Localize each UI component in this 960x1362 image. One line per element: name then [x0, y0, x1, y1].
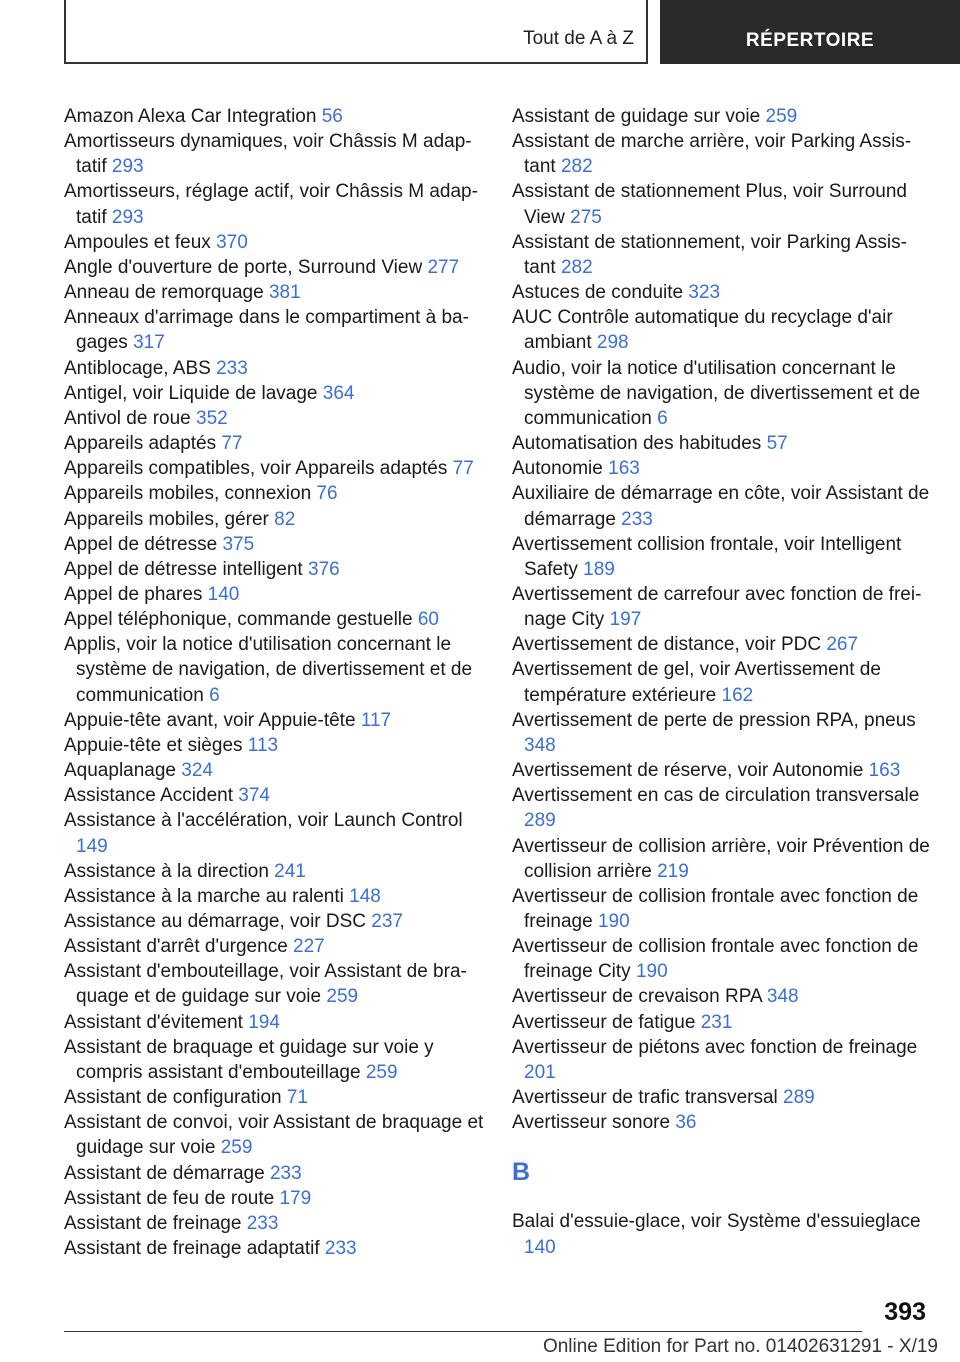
page-link[interactable]: 352: [196, 407, 228, 429]
page-link[interactable]: 140: [207, 583, 240, 605]
index-entry-text: Astuces de conduite: [512, 282, 684, 304]
index-entry: [64, 733, 484, 758]
index-entry: [64, 280, 484, 305]
page-link[interactable]: 36: [675, 1112, 697, 1134]
page-link[interactable]: 57: [766, 433, 788, 455]
tab-repertoire[interactable]: RÉPERTOIRE: [660, 0, 960, 64]
index-entry-text: Assistant de démarrage: [64, 1162, 265, 1184]
index-entry: [512, 280, 932, 305]
index-entry-text: Assistant d'arrêt d'urgence: [64, 936, 288, 958]
index-entry: [512, 783, 932, 833]
page-link[interactable]: 60: [417, 609, 439, 631]
index-entry-text: Antigel, voir Liquide de lavage: [64, 382, 318, 404]
index-entry-text: Avertisseur de collision frontale avec fonction de freinage: [512, 885, 919, 932]
index-entry-text: Appareils mobiles, gérer: [64, 508, 269, 530]
page-link[interactable]: 163: [608, 458, 640, 480]
index-entry-text: Avertissement de carrefour avec fonction de freinage City: [512, 583, 922, 631]
index-entry: [512, 532, 932, 582]
index-entry: [64, 406, 484, 431]
page-link[interactable]: 259: [365, 1061, 398, 1083]
index-entry: [512, 1110, 932, 1135]
index-entry-text: Assistance à l'accélération, voir Launch Control: [64, 810, 463, 832]
index-entry-text: Assistant d'embouteillage, voir Assistant de braquage et de guidage sur voie: [64, 961, 467, 1008]
page-link[interactable]: 277: [427, 256, 460, 278]
index-entry: [512, 481, 932, 531]
index-entry-text: Appel de détresse intelligent: [64, 558, 303, 580]
page-link[interactable]: 219: [657, 860, 689, 882]
index-entry-text: Appareils adaptés: [64, 433, 217, 455]
page-link[interactable]: 237: [371, 911, 403, 932]
index-entry-text: Assistance Accident: [64, 785, 233, 807]
index-entry-text: Avertissement de réserve, voir Autonomie: [512, 760, 864, 782]
index-column-left: [64, 104, 484, 1261]
index-entry: [64, 1085, 484, 1110]
index-entry: [64, 356, 484, 381]
index-entry-text: Avertissement en cas de circulation transversale: [512, 785, 920, 807]
tab-tout-de-a-a-z[interactable]: Tout de A à Z: [523, 28, 634, 49]
index-entry: [64, 1035, 484, 1085]
page-link[interactable]: 317: [133, 332, 165, 354]
index-entry-text: Balai d'essuie-glace, voir Système d'essuieglace: [512, 1211, 921, 1233]
index-entry: [64, 1236, 484, 1261]
index-entry-text: Appel de détresse: [64, 533, 218, 555]
index-entry-text: Avertisseur de trafic transversal: [512, 1087, 778, 1109]
index-entry: [512, 1035, 932, 1085]
page-link[interactable]: 71: [286, 1087, 308, 1109]
page-link[interactable]: 233: [246, 1212, 279, 1234]
index-entry: [64, 481, 484, 506]
page-link[interactable]: 267: [826, 634, 859, 656]
index-entry-text: Appareils mobiles, connexion: [64, 483, 312, 505]
index-entry-text: Auxiliaire de démarrage en côte, voir Assistant de démarrage: [512, 483, 930, 530]
page-link[interactable]: 189: [583, 558, 615, 580]
index-entry-text: Anneaux d'arrimage dans le compartiment à bagages: [64, 307, 469, 354]
index-entry: [512, 884, 932, 934]
index-entry: [512, 934, 932, 984]
page-link[interactable]: 148: [349, 885, 381, 907]
index-entry-text: Aquaplanage: [64, 760, 176, 782]
index-entry-text: Assistant d'évitement: [64, 1011, 243, 1033]
page-link[interactable]: 348: [524, 734, 556, 756]
page-link[interactable]: 259: [765, 106, 798, 127]
index-entry-text: Assistant de freinage: [64, 1212, 242, 1234]
page-link[interactable]: 364: [322, 382, 355, 404]
index-entry: [64, 532, 484, 557]
page-link[interactable]: 374: [238, 785, 270, 807]
page-link[interactable]: 233: [324, 1238, 357, 1260]
page-link[interactable]: 293: [111, 156, 144, 178]
page-link[interactable]: 140: [524, 1236, 556, 1258]
index-entry-text: Audio, voir la notice d'utilisation concernant le système de navigation, de divertissement et de communication: [512, 357, 921, 429]
header-left-box: [64, 0, 648, 64]
index-entry: [64, 381, 484, 406]
page-link[interactable]: 82: [274, 508, 296, 530]
index-entry: [512, 708, 932, 758]
page-link[interactable]: 77: [221, 433, 243, 455]
page-link[interactable]: 348: [766, 986, 799, 1008]
index-entry-text: Avertissement collision frontale, voir Intelligent Safety: [512, 533, 902, 580]
index-entry: [64, 1161, 484, 1186]
index-entry: [64, 1110, 484, 1160]
index-entry: [64, 1211, 484, 1236]
page-link[interactable]: 282: [560, 156, 593, 178]
page-link[interactable]: 233: [216, 357, 248, 379]
page-link[interactable]: 298: [596, 332, 629, 354]
index-entry-text: Appel téléphonique, commande gestuelle: [64, 609, 413, 631]
index-entry-text: Autonomie: [512, 458, 603, 480]
index-entry-text: Assistant de configuration: [64, 1087, 282, 1109]
index-entry-text: Avertisseur de crevaison RPA: [512, 986, 762, 1008]
index-entry: [64, 104, 484, 129]
index-entry: [64, 431, 484, 456]
page-link[interactable]: 197: [609, 609, 642, 631]
index-entry: [512, 230, 932, 280]
index-entry-text: Ampoules et feux: [64, 231, 211, 253]
index-entry: [64, 934, 484, 959]
index-entry: [512, 657, 932, 707]
index-entry: [64, 959, 484, 1009]
index-entry-text: Avertisseur de collision frontale avec fonction de freinage City: [512, 936, 919, 983]
index-entry-text: AUC Contrôle automatique du recyclage d'air ambiant: [512, 307, 893, 354]
index-entry-text: Assistant de marche arrière, voir Parking Assistant: [512, 131, 912, 178]
page-link[interactable]: 149: [76, 835, 108, 857]
index-column-right: [512, 104, 932, 1260]
index-entry: [512, 834, 932, 884]
index-entry: [64, 909, 484, 934]
index-entry-text: Avertisseur de collision arrière, voir Prévention de collision arrière: [512, 835, 930, 882]
index-entry-text: Amazon Alexa Car Integration: [64, 106, 317, 127]
index-entry-text: Assistant de convoi, voir Assistant de braquage et guidage sur voie: [64, 1112, 484, 1159]
index-entry: [64, 884, 484, 909]
page-link[interactable]: 231: [700, 1011, 733, 1033]
index-entry: [512, 456, 932, 481]
page-link[interactable]: 201: [524, 1061, 556, 1083]
page-link[interactable]: 324: [181, 760, 213, 782]
index-entry: [512, 356, 932, 431]
index-entry: [64, 507, 484, 532]
page-link[interactable]: 113: [247, 734, 279, 756]
footer-divider: [64, 1331, 862, 1332]
index-entry: [64, 632, 484, 707]
index-entry: [64, 1010, 484, 1035]
page-link[interactable]: 275: [570, 206, 602, 228]
index-entry-text: Assistant de freinage adaptatif: [64, 1238, 320, 1260]
page-link[interactable]: 190: [635, 961, 668, 983]
page-link[interactable]: 375: [222, 533, 255, 555]
index-entry-text: Angle d'ouverture de porte, Surround View: [64, 256, 423, 278]
index-entry: [64, 607, 484, 632]
index-entry: [512, 1010, 932, 1035]
page-link[interactable]: 117: [360, 709, 392, 731]
index-entry: [64, 808, 484, 858]
index-entry: [512, 1209, 932, 1259]
index-entry-text: Appel de phares: [64, 583, 203, 605]
index-entry: [512, 104, 932, 129]
index-entry: [512, 1085, 932, 1110]
index-entry-text: Avertisseur de fatigue: [512, 1011, 696, 1033]
page-link[interactable]: 77: [452, 458, 474, 480]
index-entry-text: Assistance à la direction: [64, 860, 269, 882]
index-entry-text: Assistant de stationnement Plus, voir Surround View: [512, 181, 907, 228]
page-link[interactable]: 76: [316, 483, 338, 505]
page-link[interactable]: 293: [111, 206, 144, 228]
page-link[interactable]: 376: [308, 558, 340, 580]
index-entry: [64, 582, 484, 607]
index-entry: [512, 758, 932, 783]
index-entry-text: Assistance à la marche au ralenti: [64, 885, 344, 907]
section-letter: B: [512, 1158, 531, 1187]
index-entry: [64, 255, 484, 280]
index-entry-text: Appuie-tête et sièges: [64, 734, 243, 756]
index-entry-text: Avertisseur sonore: [512, 1112, 671, 1134]
index-entry-text: Avertissement de distance, voir PDC: [512, 634, 822, 656]
index-entry: [64, 179, 484, 229]
page-link[interactable]: 259: [220, 1137, 253, 1159]
index-entry-text: Appareils compatibles, voir Appareils adaptés: [64, 458, 448, 480]
index-entry-text: Avertissement de gel, voir Avertissement de température extérieure: [512, 659, 881, 706]
index-entry-text: Assistant de feu de route: [64, 1187, 275, 1209]
page-link[interactable]: 289: [783, 1087, 815, 1109]
index-entry-text: Appuie-tête avant, voir Appuie-tête: [64, 709, 356, 731]
index-entry-text: Assistance au démarrage, voir DSC: [64, 911, 367, 932]
index-entry: [512, 632, 932, 657]
page-link[interactable]: 289: [524, 810, 556, 832]
index-entry-text: Assistant de stationnement, voir Parking Assistant: [512, 231, 907, 278]
page-link[interactable]: 282: [560, 256, 593, 278]
page-number: 393: [884, 1298, 926, 1326]
index-entry-text: Automatisation des habitudes: [512, 433, 762, 455]
page-link[interactable]: 179: [279, 1187, 312, 1209]
index-entry: [64, 1186, 484, 1211]
index-entry: [64, 230, 484, 255]
index-entry: [512, 305, 932, 355]
page-link[interactable]: 370: [216, 231, 248, 253]
footer-edition-text: Online Edition for Part no. 01402631291 - X/19: [542, 1336, 938, 1357]
index-entry: [64, 305, 484, 355]
index-entry-text: Amortisseurs, réglage actif, voir Châssis M adaptatif: [64, 181, 478, 228]
page-link[interactable]: 6: [657, 407, 668, 429]
page-link[interactable]: 162: [721, 684, 754, 706]
index-entry-text: Avertisseur de piétons avec fonction de freinage: [512, 1036, 918, 1058]
index-entry-text: Assistant de guidage sur voie: [512, 106, 761, 127]
index-entry: [64, 456, 484, 481]
index-entry: [512, 431, 932, 456]
index-entry: [64, 708, 484, 733]
page-link[interactable]: 194: [248, 1011, 280, 1033]
index-entry: [64, 758, 484, 783]
page-link[interactable]: 323: [688, 282, 721, 304]
index-entry-text: Antivol de roue: [64, 407, 191, 429]
index-entry: [64, 783, 484, 808]
page-link[interactable]: 190: [597, 911, 630, 932]
page-link[interactable]: 381: [268, 282, 301, 304]
page-link[interactable]: 241: [274, 860, 306, 882]
page-link[interactable]: 233: [269, 1162, 302, 1184]
index-entry: [512, 582, 932, 632]
index-entry: [64, 557, 484, 582]
index-entry: [64, 129, 484, 179]
page-link[interactable]: 259: [326, 986, 359, 1008]
page-link[interactable]: 6: [209, 684, 220, 706]
index-entry: [512, 984, 932, 1009]
index-entry-text: Applis, voir la notice d'utilisation concernant le système de navigation, de divertissement et de communication: [64, 634, 473, 706]
index-entry: [512, 129, 932, 179]
index-entry-text: Assistant de braquage et guidage sur voie y compris assistant d'embouteillage: [64, 1036, 434, 1083]
index-entry: [64, 859, 484, 884]
page-link[interactable]: 56: [321, 106, 343, 127]
index-entry-text: Antiblocage, ABS: [64, 357, 211, 379]
index-entry-text: Anneau de remorquage: [64, 282, 264, 304]
index-entry-text: Avertissement de perte de pression RPA, pneus: [512, 709, 916, 731]
page-link[interactable]: 233: [621, 508, 653, 530]
page-link[interactable]: 227: [293, 936, 325, 958]
index-entry: [512, 179, 932, 229]
page-link[interactable]: 163: [868, 760, 901, 782]
index-entry-text: Amortisseurs dynamiques, voir Châssis M adaptatif: [64, 131, 472, 178]
